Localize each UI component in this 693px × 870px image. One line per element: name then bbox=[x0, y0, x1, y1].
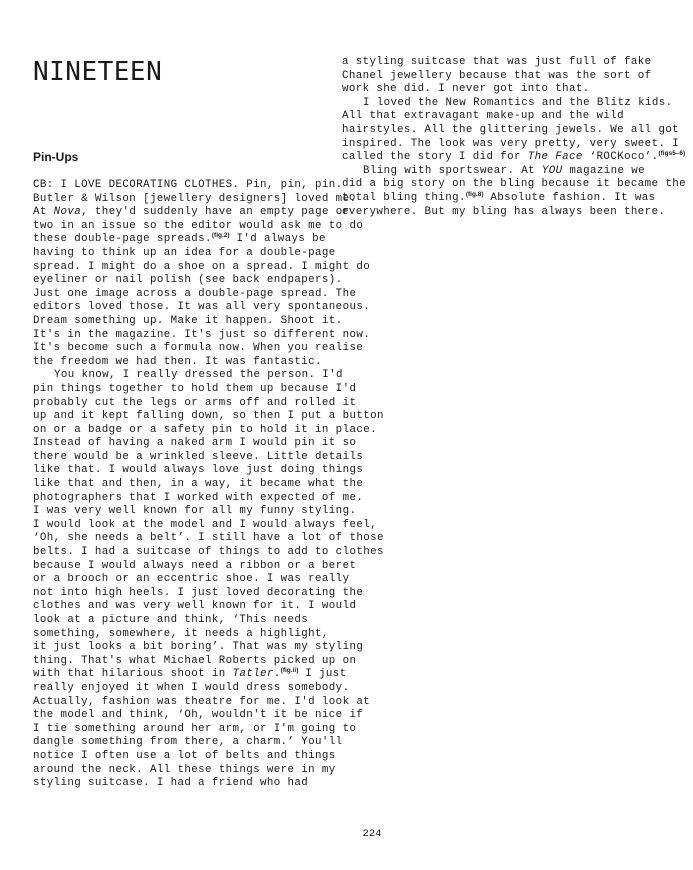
text-segment: clothes and was very well known for it. I would bbox=[33, 600, 357, 613]
text-line bbox=[33, 519, 384, 533]
text-line bbox=[33, 546, 384, 560]
text-segment: notice I often use a lot of belts and things bbox=[33, 749, 336, 762]
text-segment: because I would always need a ribbon or a beret bbox=[33, 559, 357, 572]
text-line bbox=[342, 56, 686, 70]
text-segment: Just one image across a double-page spread. The bbox=[33, 287, 357, 300]
text-line bbox=[33, 247, 384, 261]
text-segment: All that extravagant make-up and the wild bbox=[342, 110, 625, 123]
text-segment: Dream something up. Make it happen. Shoot it. bbox=[33, 314, 343, 327]
text-line bbox=[33, 628, 384, 642]
text-segment: with that hilarious shoot in bbox=[33, 668, 233, 681]
italic-text: YOU bbox=[541, 164, 563, 177]
text-line bbox=[33, 777, 384, 791]
text-line bbox=[33, 600, 384, 614]
text-segment: belts. I had a suitcase of things to add to clothes bbox=[33, 546, 384, 559]
text-line bbox=[33, 451, 384, 465]
text-line bbox=[342, 178, 686, 192]
text-segment: there would be a wrinkled sleeve. Little details bbox=[33, 450, 364, 463]
text-segment: At bbox=[33, 206, 54, 219]
text-segment: the model and think, ‘Oh, wouldn't it be nice if bbox=[33, 709, 364, 722]
text-line bbox=[33, 179, 384, 193]
text-line bbox=[33, 736, 384, 750]
text-segment: ‘Oh, she needs a belt’. I still have a lot of those bbox=[33, 532, 384, 545]
text-line bbox=[342, 138, 686, 152]
text-line bbox=[33, 261, 384, 275]
text-segment: probably cut the legs or arms off and rolled it bbox=[33, 396, 357, 409]
text-segment: did a big story on the bling because it became the bbox=[342, 178, 686, 191]
text-segment: hairstyles. All the glittering jewels. We all got bbox=[342, 123, 680, 136]
text-segment: dangle something from there, a charm.’ You'll bbox=[33, 736, 343, 749]
text-line bbox=[33, 614, 384, 628]
text-segment: like that. I would always love just doing things bbox=[33, 464, 364, 477]
text-line bbox=[33, 424, 384, 438]
text-segment: I was very well known for all my funny styling. bbox=[33, 505, 357, 518]
text-segment: or a brooch or an eccentric shoe. I was really bbox=[33, 573, 350, 586]
text-segment: everywhere. But my bling has always been there. bbox=[342, 205, 666, 218]
text-segment: two in an issue so the editor would ask me to do bbox=[33, 219, 364, 232]
text-segment: magazine we bbox=[562, 164, 646, 177]
text-segment: these double-page spreads. bbox=[33, 233, 212, 246]
text-segment: on or a badge or a safety pin to hold it in place. bbox=[33, 423, 377, 436]
text-segment: spread. I might do a shoe on a spread. I might do bbox=[33, 260, 371, 273]
text-segment: Bling with sportswear. At bbox=[363, 164, 542, 177]
italic-text: Tatler bbox=[232, 668, 274, 681]
text-line bbox=[33, 696, 384, 710]
italic-text: The Face bbox=[527, 151, 583, 164]
text-segment: it just looks a bit boring’. That was my styling bbox=[33, 641, 364, 654]
text-line bbox=[33, 274, 384, 288]
text-segment: pin things together to hold them up because I'd bbox=[33, 382, 357, 395]
text-segment: eyeliner or nail polish (see back endpapers). bbox=[33, 274, 343, 287]
text-segment: not into high heels. I just loved decorating the bbox=[33, 586, 364, 599]
text-segment: . bbox=[273, 668, 281, 681]
italic-text: Nova bbox=[53, 206, 82, 219]
text-line bbox=[33, 342, 384, 356]
text-line bbox=[342, 192, 686, 206]
text-segment: styling suitcase. I had a friend who had bbox=[33, 777, 309, 790]
text-line bbox=[33, 464, 384, 478]
text-line bbox=[33, 301, 384, 315]
text-segment: , they'd suddenly have an empty page or bbox=[81, 206, 350, 219]
text-line bbox=[33, 492, 384, 506]
text-segment: around the neck. All these things were in my bbox=[33, 763, 336, 776]
text-segment: inspired. The look was very pretty, very sweet. I bbox=[342, 137, 680, 150]
figure-reference: (fig.2) bbox=[211, 232, 230, 240]
text-segment: I loved the New Romantics and the Blitz kids. bbox=[363, 96, 673, 109]
text-segment: Instead of having a naked arm I would pin it so bbox=[33, 437, 357, 450]
text-line bbox=[33, 410, 384, 424]
text-line bbox=[342, 83, 686, 97]
body-column-right bbox=[342, 56, 686, 219]
text-line bbox=[33, 682, 384, 696]
text-segment: It's become such a formula now. When you realise bbox=[33, 342, 364, 355]
text-line bbox=[33, 573, 384, 587]
text-line bbox=[33, 532, 384, 546]
text-segment: really enjoyed it when I would dress somebody. bbox=[33, 681, 350, 694]
text-segment: It's in the magazine. It's just so different now. bbox=[33, 328, 371, 341]
text-line bbox=[342, 110, 686, 124]
text-line bbox=[33, 329, 384, 343]
text-line bbox=[342, 165, 686, 179]
text-line bbox=[33, 437, 384, 451]
text-segment: having to think up an idea for a double-page bbox=[33, 246, 336, 259]
text-line bbox=[33, 709, 384, 723]
figure-reference: (figs5–6) bbox=[658, 150, 686, 158]
text-line bbox=[33, 560, 384, 574]
text-line bbox=[342, 70, 686, 84]
text-segment: a styling suitcase that was just full of fake bbox=[342, 56, 652, 68]
text-segment: editors loved those. It was all very spontaneous. bbox=[33, 301, 371, 314]
text-segment: like that and then, in a way, it became what the bbox=[33, 478, 364, 491]
text-segment: total bling thing. bbox=[342, 191, 466, 204]
figure-reference: (fig.ii) bbox=[280, 667, 299, 675]
text-line bbox=[33, 356, 384, 370]
text-segment: I just bbox=[298, 668, 347, 681]
text-line bbox=[33, 723, 384, 737]
text-segment: photographers that I worked with expected of me. bbox=[33, 491, 364, 504]
body-column-left bbox=[33, 179, 384, 791]
page-number: 224 bbox=[362, 828, 382, 840]
text-line bbox=[33, 193, 384, 207]
text-segment: Actually, fashion was theatre for me. I'd look at bbox=[33, 695, 371, 708]
text-line bbox=[33, 220, 384, 234]
text-line bbox=[342, 124, 686, 138]
text-line bbox=[33, 505, 384, 519]
text-line bbox=[33, 315, 384, 329]
text-segment: You know, I really dressed the person. I'd bbox=[54, 369, 343, 382]
text-line bbox=[33, 655, 384, 669]
chapter-title: NINETEEN bbox=[33, 57, 163, 87]
text-segment: work she did. I never got into that. bbox=[342, 83, 590, 96]
text-line bbox=[33, 288, 384, 302]
text-segment: CB: I LOVE DECORATING CLOTHES. Pin, pin, pin. bbox=[33, 179, 343, 191]
text-line bbox=[33, 206, 384, 220]
figure-reference: (fig.8) bbox=[465, 190, 484, 198]
text-line bbox=[33, 587, 384, 601]
text-segment: I'd always be bbox=[229, 233, 326, 246]
text-line bbox=[342, 151, 686, 165]
text-line bbox=[33, 750, 384, 764]
text-line bbox=[342, 97, 686, 111]
text-segment: ‘ROCKoco’. bbox=[582, 151, 659, 164]
text-line bbox=[33, 397, 384, 411]
text-segment: Absolute fashion. It was bbox=[483, 191, 656, 204]
text-segment: something, somewhere, it needs a highlight, bbox=[33, 627, 329, 640]
text-segment: look at a picture and think, ‘This needs bbox=[33, 614, 309, 626]
text-segment: Chanel jewellery because that was the sort of bbox=[342, 69, 652, 82]
text-line bbox=[33, 233, 384, 247]
text-segment: the freedom we had then. It was fantastic. bbox=[33, 355, 322, 368]
text-line bbox=[33, 641, 384, 655]
text-segment: Butler & Wilson [jewellery designers] loved me. bbox=[33, 192, 357, 205]
text-line bbox=[33, 369, 384, 383]
text-line bbox=[33, 383, 384, 397]
text-segment: up and it kept falling down, so then I put a button bbox=[33, 410, 384, 423]
text-line bbox=[33, 764, 384, 778]
text-segment: I tie something around her arm, or I'm going to bbox=[33, 722, 357, 735]
text-segment: I would look at the model and I would always feel, bbox=[33, 518, 377, 531]
text-line bbox=[342, 206, 686, 220]
text-segment: called the story I did for bbox=[342, 151, 528, 164]
text-segment: thing. That's what Michael Roberts picked up on bbox=[33, 654, 357, 667]
text-line bbox=[33, 668, 384, 682]
text-line bbox=[33, 478, 384, 492]
section-heading: Pin-Ups bbox=[33, 150, 79, 164]
